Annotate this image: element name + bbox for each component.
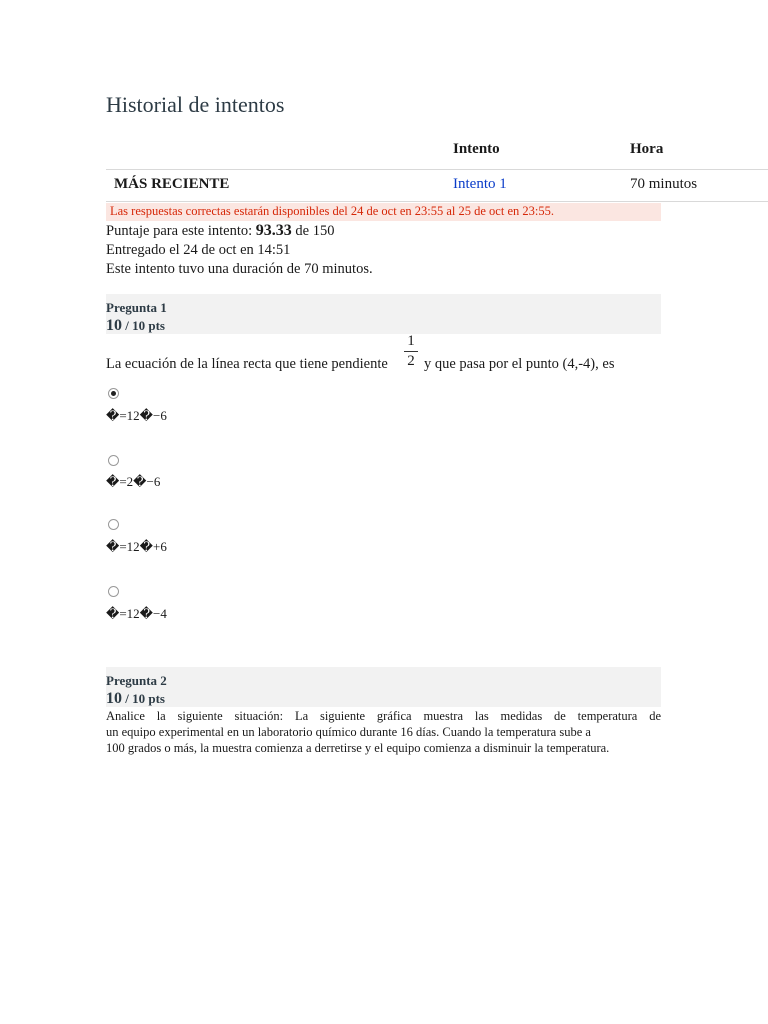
row-label-most-recent: MÁS RECIENTE — [114, 176, 230, 192]
option-label: �=2�−6 — [106, 474, 161, 489]
attempt-time: 70 minutos — [630, 176, 698, 192]
option-radio[interactable] — [108, 586, 119, 597]
score-suffix: de 150 — [291, 223, 335, 239]
question-text-line: Analice la siguiente situación: La siguiente gráfica muestra las medidas de temperatura de — [106, 709, 661, 723]
points-earned: 10 — [106, 690, 122, 707]
column-header-time: Hora — [630, 141, 664, 157]
question-title: Pregunta 2 — [106, 673, 167, 688]
points-total: / 10 pts — [122, 318, 165, 333]
question-text — [106, 708, 661, 756]
option-label: �=12�−6 — [106, 408, 167, 423]
notice-text: Las respuestas correctas estarán disponibles del 24 de oct en 23:55 al 25 de oct en 23:55. — [110, 204, 554, 218]
question-points — [106, 690, 165, 708]
points-total: / 10 pts — [122, 691, 165, 706]
question-title: Pregunta 1 — [106, 300, 167, 315]
score-line — [106, 222, 334, 240]
table-divider — [106, 201, 768, 202]
question-points — [106, 317, 165, 335]
question-text-after: y que pasa por el punto (4,-4), es — [424, 356, 615, 372]
option-label: �=12�+6 — [106, 539, 167, 554]
option-radio[interactable] — [108, 388, 119, 399]
duration-line: Este intento tuvo una duración de 70 minutos. — [106, 261, 373, 277]
question-text-line: un equipo experimental en un laboratorio químico durante 16 días. Cuando la temperatura sube a — [106, 725, 591, 739]
fraction — [403, 333, 419, 370]
points-earned: 10 — [106, 317, 122, 334]
option-radio[interactable] — [108, 455, 119, 466]
option-label: �=12�−4 — [106, 606, 167, 621]
fraction-bar — [404, 351, 418, 352]
fraction-numerator: 1 — [407, 333, 415, 349]
question-header — [106, 294, 661, 334]
score-prefix: Puntaje para este intento: — [106, 223, 256, 239]
option-radio[interactable] — [108, 519, 119, 530]
column-header-attempt: Intento — [453, 141, 500, 157]
table-divider — [106, 169, 768, 170]
answers-availability-notice — [106, 203, 661, 221]
score-value: 93.33 — [255, 222, 292, 239]
attempt-link[interactable]: Intento 1 — [453, 176, 507, 192]
page-title: Historial de intentos — [106, 92, 285, 117]
question-header — [106, 667, 661, 707]
question-text-before: La ecuación de la línea recta que tiene pendiente — [106, 356, 388, 372]
question-text-line: 100 grados o más, la muestra comienza a derretirse y el equipo comienza a disminuir la temperatura. — [106, 741, 610, 755]
fraction-denominator: 2 — [407, 353, 415, 369]
submitted-line: Entregado el 24 de oct en 14:51 — [106, 242, 291, 258]
